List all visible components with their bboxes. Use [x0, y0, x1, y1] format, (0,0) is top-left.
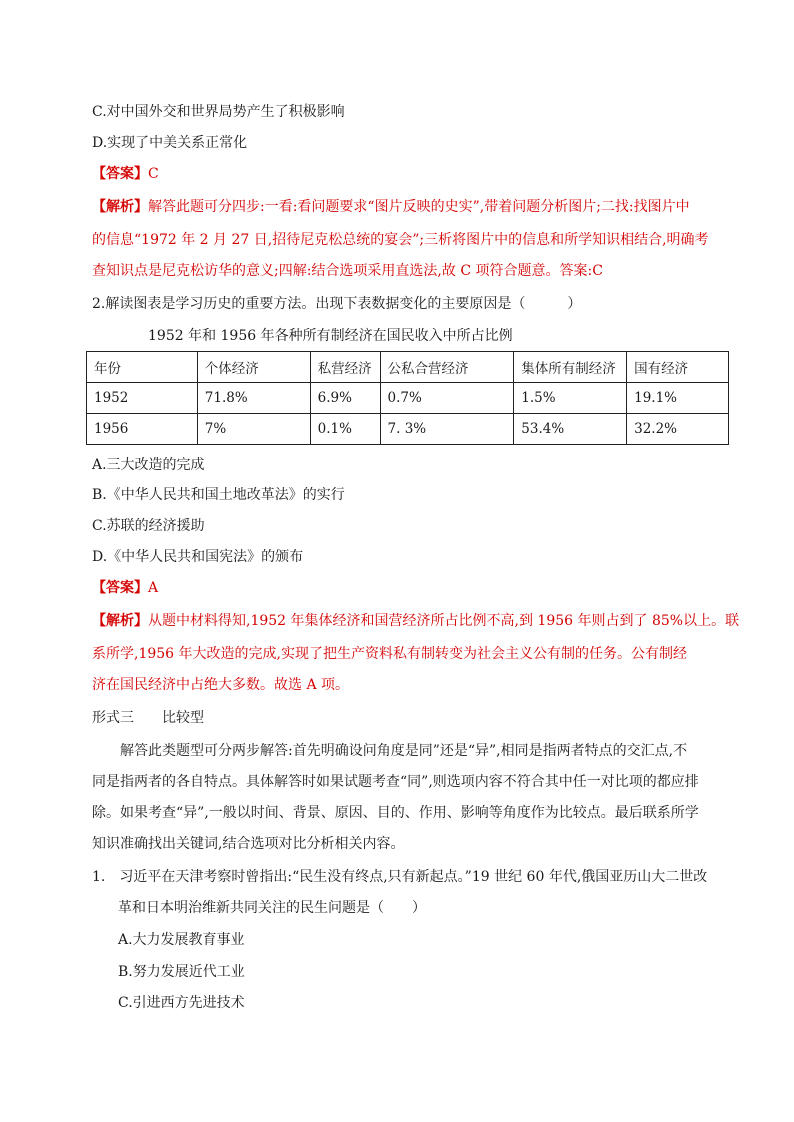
q2-option-a: A.三大改造的完成 [92, 457, 205, 473]
q2-analysis-line [92, 611, 739, 631]
section-paragraph-line: 同是指两者的各自特点。具体解答时如果试题考查“同”,则选项内容不符合其中任一对比项的都应排 [92, 774, 699, 790]
q2-answer [92, 578, 158, 598]
q1-option-d: D.实现了中美关系正常化 [92, 135, 248, 151]
table-cell: 1956 [87, 414, 198, 445]
answer-value: A [148, 580, 159, 596]
section-paragraph-line: 除。如果考查“异”,一般以时间、背景、原因、目的、作用、影响等角度作为比较点。最后联系所学 [92, 805, 699, 821]
table-cell: 7. 3% [380, 414, 514, 445]
section-paragraph-line: 解答此类题型可分两步解答:首先明确设问角度是同”还是“异”,相同是指两者特点的交汇点,不 [120, 743, 688, 759]
table-cell: 0.1% [310, 414, 380, 445]
analysis-text: 解答此题可分四步:一看:看问题要求“图片反映的史实”,带着问题分析图片;二找:找图片中 [148, 199, 690, 215]
analysis-label: 【解析】 [92, 199, 148, 215]
table-header-cell: 私营经济 [310, 352, 380, 383]
section-heading: 形式三 比较型 [92, 710, 204, 726]
table-header-cell: 集体所有制经济 [514, 352, 627, 383]
table-cell: 6.9% [310, 383, 380, 414]
q1-answer [92, 164, 159, 184]
q3-stem: 革和日本明治维新共同关注的民生问题是（ ） [118, 900, 426, 916]
q2-option-d: D.《中华人民共和国宪法》的颁布 [92, 549, 304, 565]
table-cell: 1952 [87, 383, 198, 414]
table-cell: 71.8% [197, 383, 310, 414]
table-caption: 1952 年和 1956 年各种所有制经济在国民收入中所占比例 [148, 328, 513, 344]
q1-analysis-line: 的信息“1972 年 2 月 27 日,招待尼克松总统的宴会”;三析将图片中的信息和所学知识相结合,明确考 [92, 232, 709, 248]
table-cell: 32.2% [627, 414, 729, 445]
table-header-cell: 国有经济 [627, 352, 729, 383]
q3-option-c: C.引进西方先进技术 [118, 995, 245, 1011]
q2-analysis-line: 济在国民经济中占绝大多数。故选 A 项。 [92, 677, 350, 693]
q1-analysis-line: 查知识点是尼克松访华的意义;四解:结合选项采用直选法,故 C 项符合题意。答案:C [92, 263, 603, 279]
analysis-label: 【解析】 [92, 613, 148, 629]
q3-option-a: A.大力发展教育事业 [118, 932, 245, 948]
answer-label: 【答案】 [92, 580, 148, 596]
table-header-cell: 公私合营经济 [380, 352, 514, 383]
table-row [87, 383, 729, 414]
q1-option-c: C.对中国外交和世界局势产生了积极影响 [92, 104, 345, 120]
q2-option-c: C.苏联的经济援助 [92, 518, 205, 534]
analysis-text: 从题中材料得知,1952 年集体经济和国营经济所占比例不高,到 1956 年则占到了 85%以上。联 [148, 613, 740, 629]
q1-analysis-line [92, 197, 690, 217]
q3-option-b: B.努力发展近代工业 [118, 964, 245, 980]
section-paragraph-line: 知识准确找出关键词,结合选项对比分析相关内容。 [92, 836, 405, 852]
table-header-cell: 年份 [87, 352, 198, 383]
q2-analysis-line: 系所学,1956 年大改造的完成,实现了把生产资料私有制转变为社会主义公有制的任务。公有制经 [92, 646, 687, 662]
answer-value: C [148, 166, 159, 182]
table-cell: 53.4% [514, 414, 627, 445]
table-header-cell: 个体经济 [197, 352, 310, 383]
answer-label: 【答案】 [92, 166, 148, 182]
q2-stem: 2.解读图表是学习历史的重要方法。出现下表数据变化的主要原因是（ ） [92, 296, 582, 312]
table-header-row [87, 352, 729, 383]
q2-option-b: B.《中华人民共和国土地改革法》的实行 [92, 487, 345, 503]
table-cell: 1.5% [514, 383, 627, 414]
table-row [87, 414, 729, 445]
table-cell: 0.7% [380, 383, 514, 414]
q3-stem: 1. 习近平在天津考察时曾指出:“民生没有终点,只有新起点。”19 世纪 60 年代,俄国亚历山大二世改 [92, 869, 708, 885]
table-cell: 7% [197, 414, 310, 445]
table-cell: 19.1% [627, 383, 729, 414]
ownership-table [86, 351, 729, 445]
